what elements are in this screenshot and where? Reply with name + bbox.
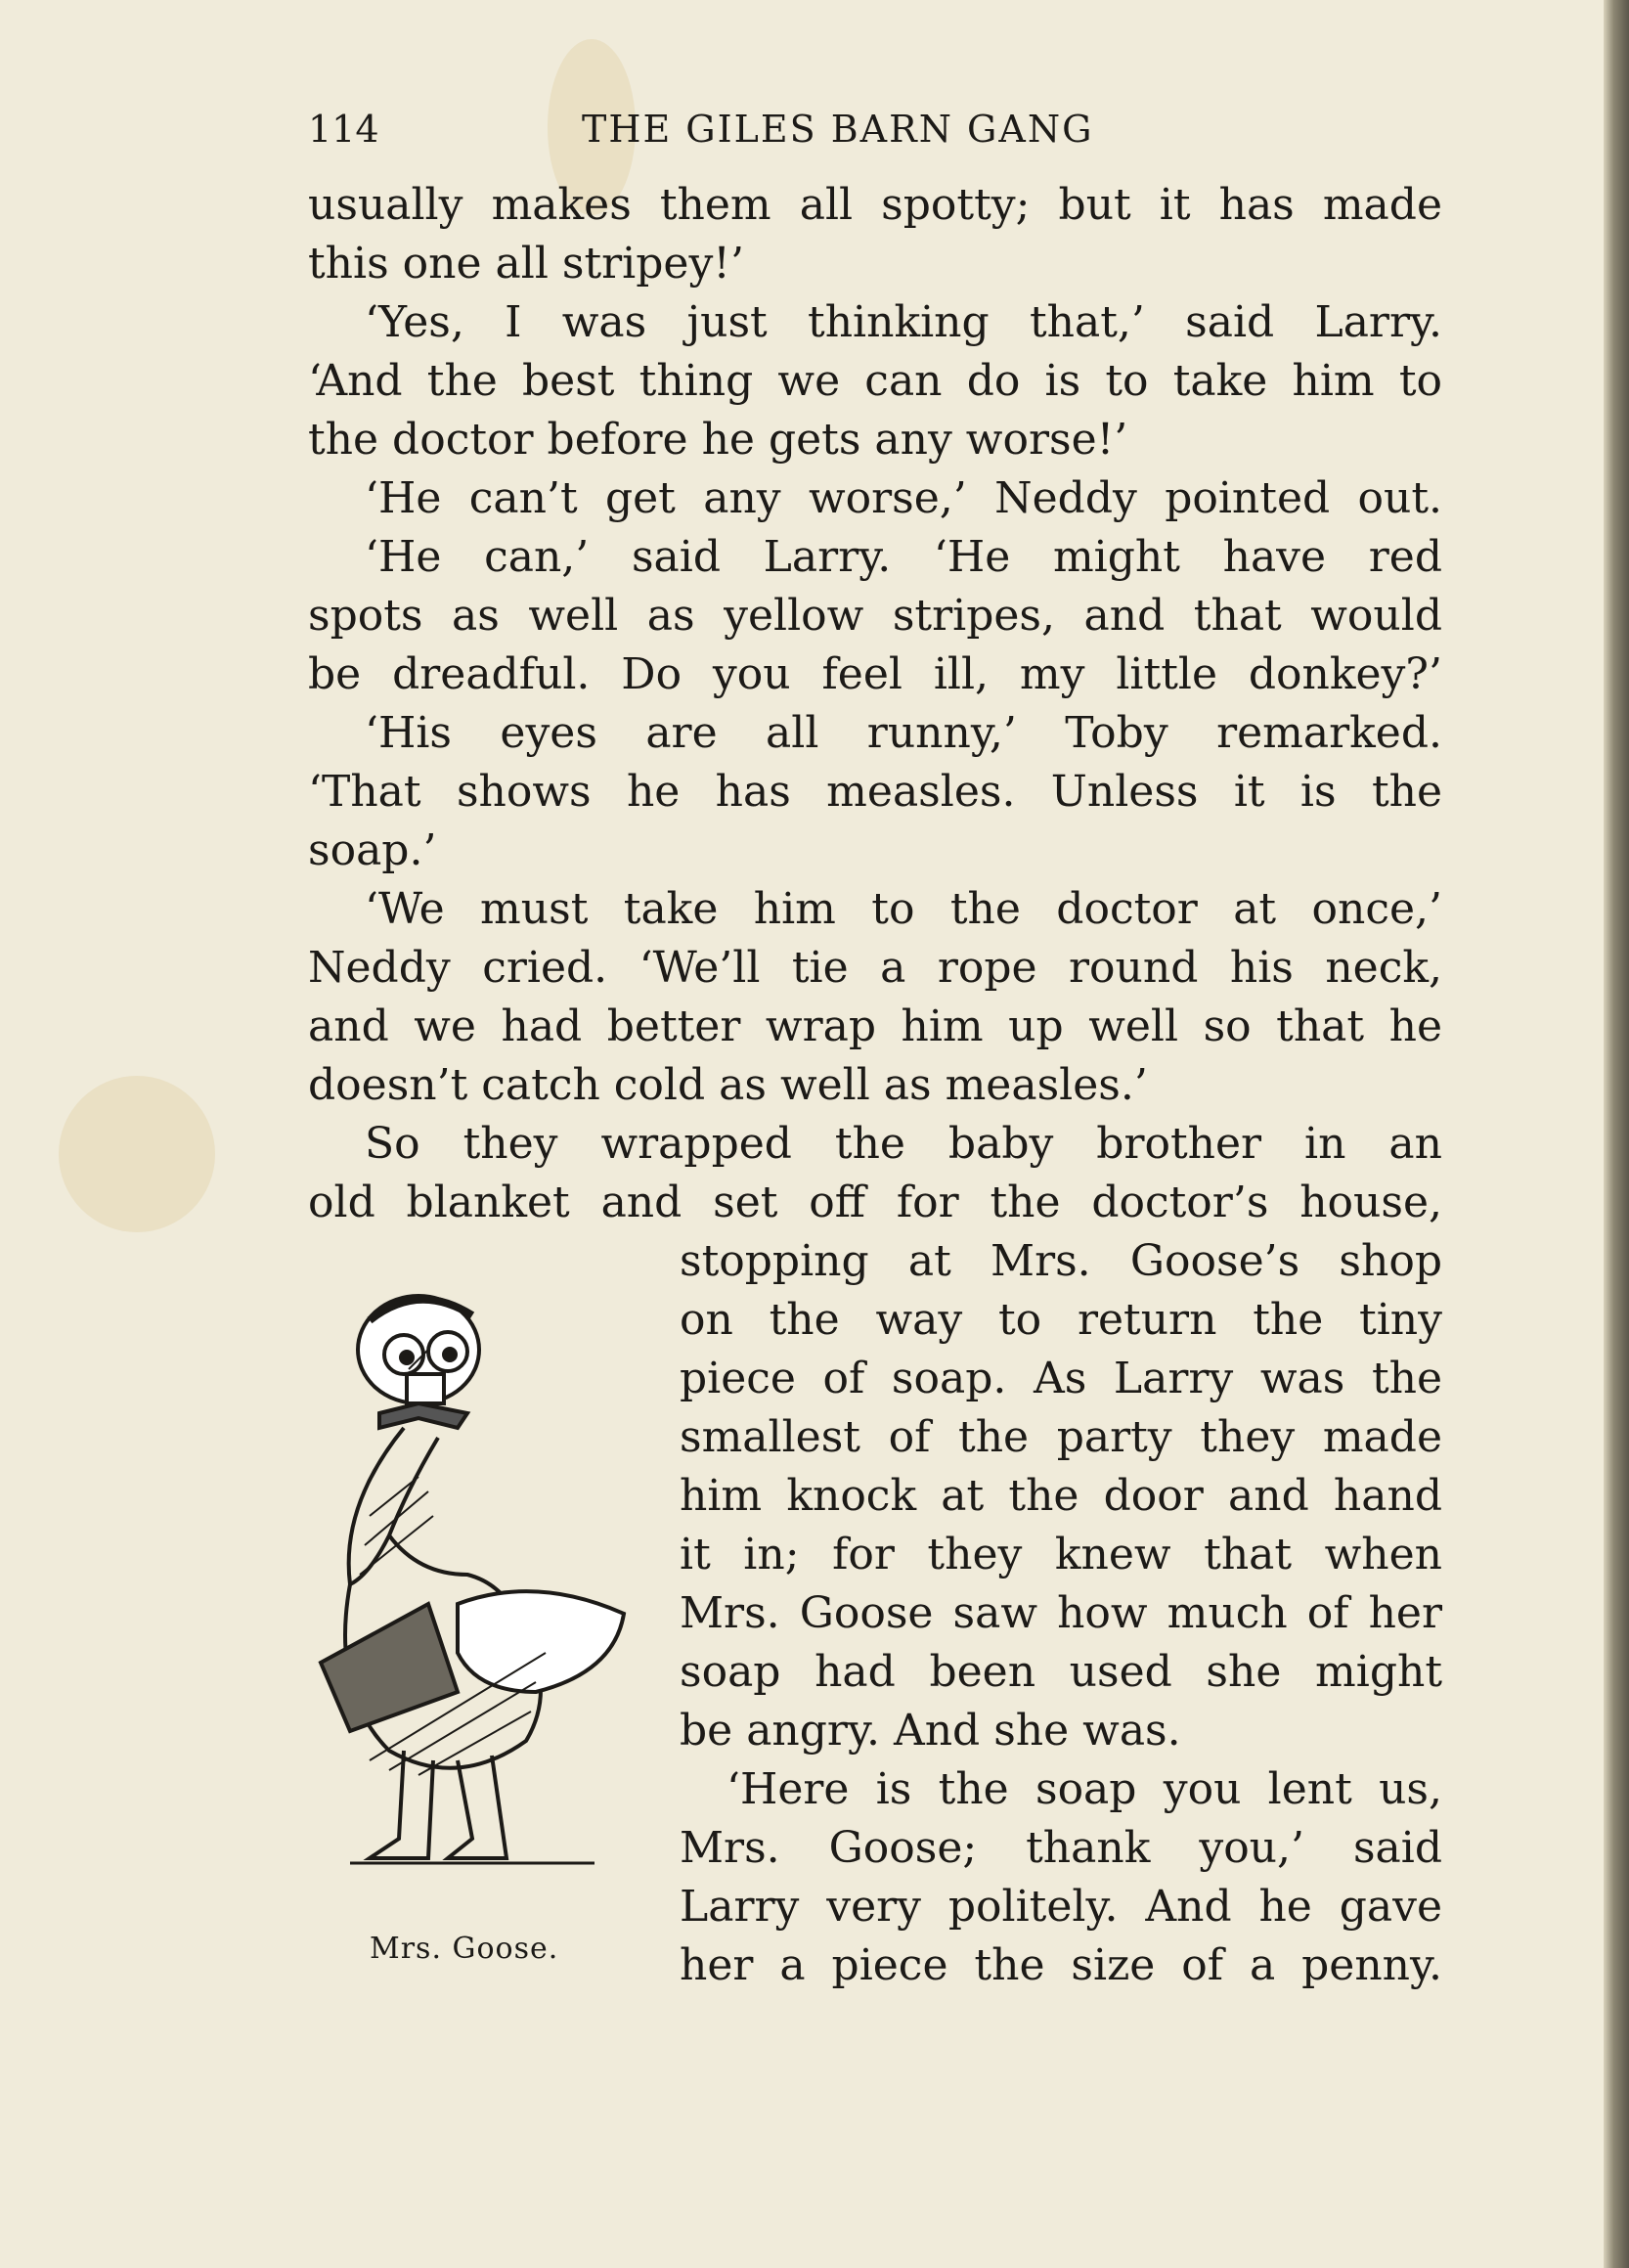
book-binding-edge — [1604, 0, 1629, 2268]
text-line: spots as well as yellow stripes, and that would — [308, 591, 1442, 641]
text-line: piece of soap. As Larry was the — [680, 1354, 1442, 1403]
text-line: Mrs. Goose saw how much of her — [680, 1588, 1442, 1638]
text-line: this one all stripey!’ — [308, 239, 744, 289]
page-number: 114 — [308, 108, 379, 151]
text-line: soap.’ — [308, 825, 437, 875]
text-line: doesn’t catch cold as well as measles.’ — [308, 1060, 1148, 1110]
text-line: it in; for they knew that when — [680, 1530, 1442, 1579]
text-line: on the way to return the tiny — [680, 1295, 1442, 1345]
text-line: usually makes them all spotty; but it has made — [308, 180, 1442, 230]
text-line: stopping at Mrs. Goose’s shop — [680, 1236, 1442, 1286]
running-title: THE GILES BARN GANG — [582, 108, 1094, 151]
text-line: ‘That shows he has measles. Unless it is the — [308, 767, 1442, 817]
text-line: and we had better wrap him up well so that he — [308, 1001, 1442, 1051]
illustration-caption: Mrs. Goose. — [370, 1932, 559, 1966]
text-line: be angry. And she was. — [680, 1706, 1181, 1756]
text-line: ‘Here is the soap you lent us, — [726, 1764, 1442, 1814]
text-line: ‘He can,’ said Larry. ‘He might have red — [365, 532, 1442, 582]
page-header — [308, 108, 1442, 162]
text-line: smallest of the party they made — [680, 1412, 1442, 1462]
paper-stain — [59, 1076, 215, 1232]
text-line: Mrs. Goose; thank you,’ said — [680, 1823, 1442, 1873]
text-line: be dreadful. Do you feel ill, my little donkey?’ — [308, 649, 1442, 699]
text-line: him knock at the door and hand — [680, 1471, 1442, 1521]
text-line: soap had been used she might — [680, 1647, 1442, 1697]
mrs-goose-illustration — [311, 1281, 648, 1907]
text-line: old blanket and set off for the doctor’s house, — [308, 1178, 1442, 1227]
text-line: ‘He can’t get any worse,’ Neddy pointed out. — [365, 473, 1442, 523]
text-line: ‘We must take him to the doctor at once,’ — [365, 884, 1442, 934]
text-line: Neddy cried. ‘We’ll tie a rope round his neck, — [308, 943, 1442, 993]
text-line: So they wrapped the baby brother in an — [365, 1119, 1442, 1169]
text-line: the doctor before he gets any worse!’ — [308, 415, 1128, 465]
text-line: ‘And the best thing we can do is to take him to — [308, 356, 1442, 406]
text-line: ‘Yes, I was just thinking that,’ said Larry. — [365, 297, 1442, 347]
text-line: her a piece the size of a penny. — [680, 1940, 1442, 1990]
text-line: ‘His eyes are all runny,’ Toby remarked. — [365, 708, 1442, 758]
text-line: Larry very politely. And he gave — [680, 1882, 1442, 1932]
